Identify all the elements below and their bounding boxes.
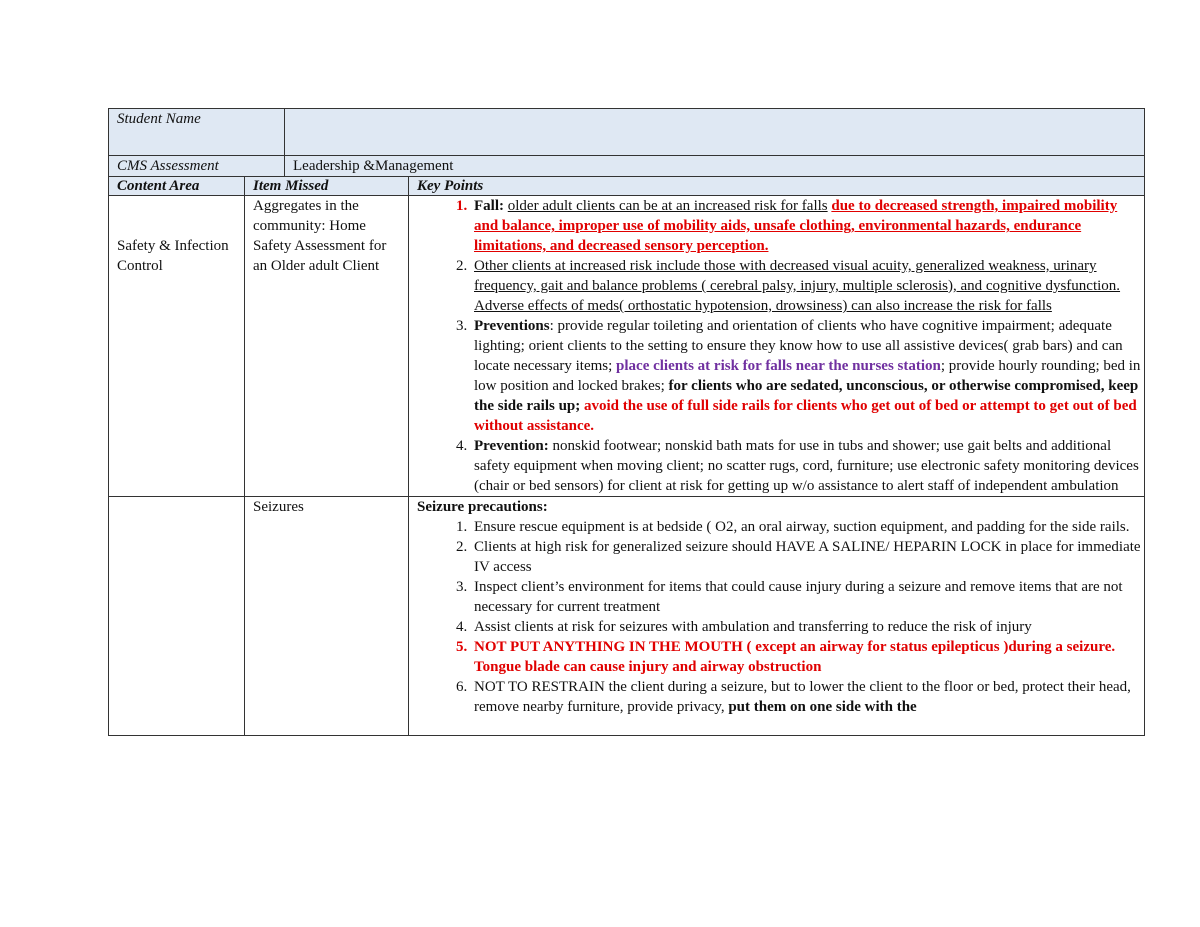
- student-name-label: Student Name: [109, 109, 285, 156]
- table-row: [109, 196, 1145, 497]
- content-area-text: Safety & Infection Control: [117, 238, 229, 274]
- list-item: 2. Other clients at increased risk include those with decreased visual acuity, generalized weakness, urinary frequency, gait and balance problems ( cerebral palsy, injury, multiple sclerosis), and cognitive dysfunction. Adverse effects of meds( orthostatic hypotension, drowsiness) can also increase the risk for falls: [471, 256, 1144, 316]
- content-area-cell: [109, 497, 245, 736]
- assessment-document: [108, 108, 1145, 736]
- key-points-cell: [409, 196, 1145, 497]
- col-key-points: Key Points: [409, 177, 1145, 196]
- list-item: 2. Clients at high risk for generalized seizure should HAVE A SALINE/ HEPARIN LOCK in place for immediate IV access: [471, 537, 1144, 577]
- column-header-row: [109, 177, 1145, 196]
- list-item: 5. NOT PUT ANYTHING IN THE MOUTH ( except an airway for status epilepticus )during a seizure. Tongue blade can cause injury and airway obstruction: [471, 637, 1144, 677]
- key-points-cell: [409, 497, 1145, 736]
- seizure-heading: Seizure precautions:: [417, 499, 548, 515]
- cms-value: Leadership &Management: [285, 156, 1145, 177]
- list-item: 6. NOT TO RESTRAIN the client during a seizure, but to lower the client to the floor or bed, protect their head, remove nearby furniture, provide privacy, put them on one side with the: [471, 677, 1144, 717]
- list-item: 4. Assist clients at risk for seizures with ambulation and transferring to reduce the risk of injury: [471, 617, 1144, 637]
- table-row: [109, 497, 1145, 736]
- header-table: [108, 108, 1145, 177]
- list-item: 3. Inspect client’s environment for items that could cause injury during a seizure and remove items that are not necessary for current treatment: [471, 577, 1144, 617]
- list-item: 1. Ensure rescue equipment is at bedside ( O2, an oral airway, suction equipment, and padding for the side rails.: [471, 517, 1144, 537]
- falls-list: [409, 196, 1144, 496]
- item-missed-cell: Aggregates in the community: Home Safety Assessment for an Older adult Client: [245, 196, 409, 497]
- list-item: 3. Preventions: provide regular toileting and orientation of clients who have cognitive impairment; adequate lighting; orient clients to the setting to ensure they know how to use all assistive devices( grab bars) and can locate necessary items; place clients at risk for falls near the nurses station; provide hourly rounding; bed in low position and locked brakes; for clients who are sedated, unconscious, or otherwise compromised, keep the side rails up; avoid the use of full side rails for clients who get out of bed or attempt to get out of bed without assistance.: [471, 316, 1144, 436]
- content-table: [108, 176, 1145, 736]
- list-item: 1. Fall: older adult clients can be at an increased risk for falls due to decreased strength, impaired mobility and balance, improper use of mobility aids, unsafe clothing, environmental hazards, endurance limitations, and decreased sensory perception.: [471, 196, 1144, 256]
- list-item: 4. Prevention: nonskid footwear; nonskid bath mats for use in tubs and shower; use gait belts and additional safety equipment when moving client; no scatter rugs, cord, furniture; use electronic safety monitoring devices (chair or bed sensors) for client at risk for getting up w/o assistance to alert staff of independent ambulation: [471, 436, 1144, 496]
- col-item-missed: Item Missed: [245, 177, 409, 196]
- col-content-area: Content Area: [109, 177, 245, 196]
- item-missed-cell: Seizures: [245, 497, 409, 736]
- seizure-list: [409, 517, 1144, 717]
- cms-label: CMS Assessment: [109, 156, 285, 177]
- student-name-value[interactable]: [285, 109, 1145, 156]
- content-area-cell: [109, 196, 245, 497]
